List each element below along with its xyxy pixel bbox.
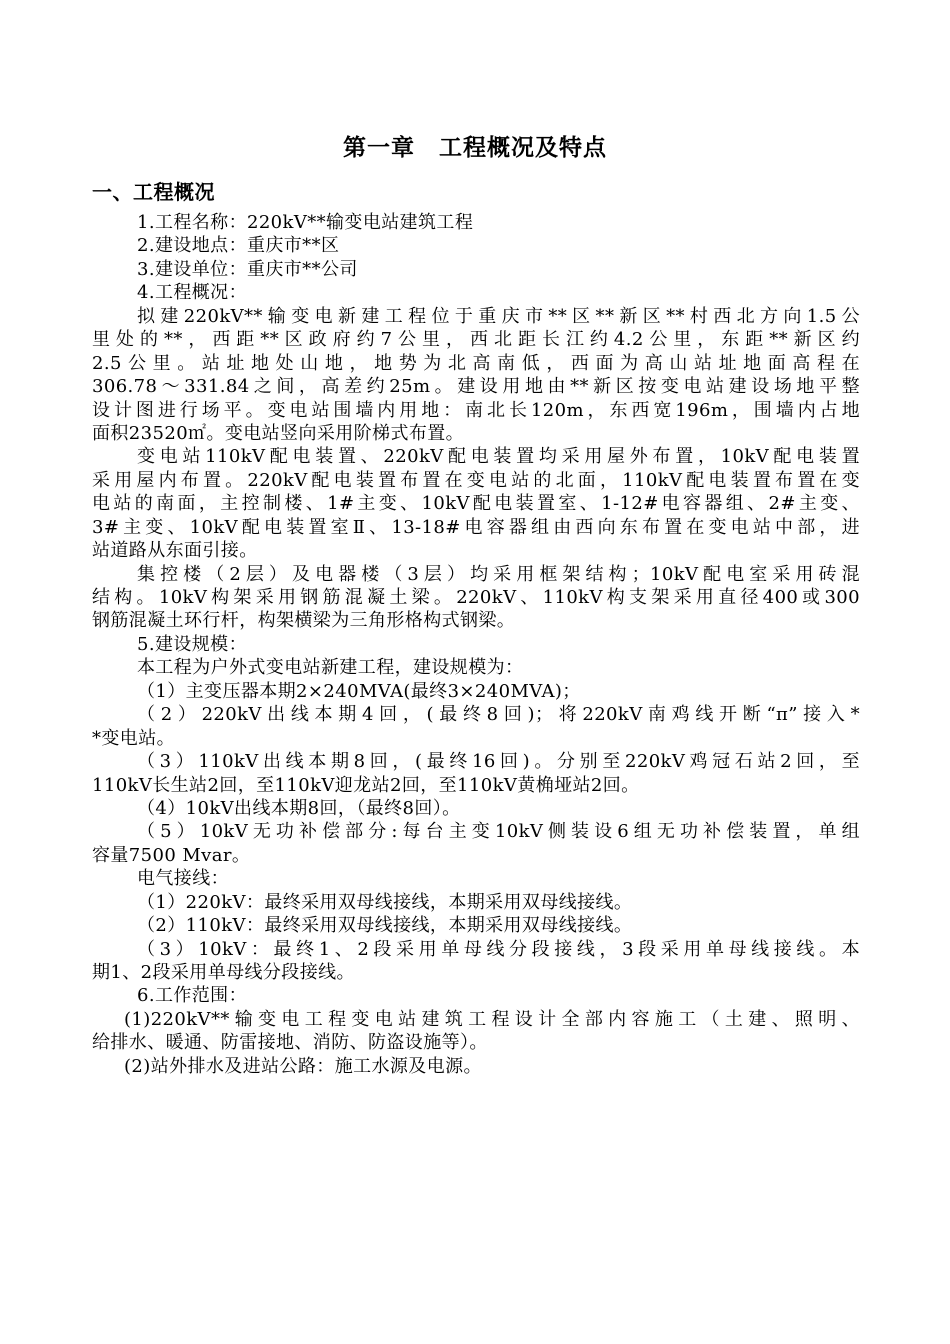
paragraph-line: 给排水、暖通、防雷接地、消防、防盗设施等）。 — [92, 1032, 488, 1054]
paragraph-line: 拟建220kV**输变电新建工程位于重庆市**区**新区**村西北方向1.5公 — [137, 305, 860, 327]
paragraph-line: （5）10kV无功补偿部分:每台主变10kV侧装设6组无功补偿装置，单组 — [137, 821, 860, 843]
paragraph-line: 变电站110kV配电装置、220kV配电装置均采用屋外布置，10kV配电装置 — [137, 446, 860, 468]
paragraph-line: *变电站。 — [92, 727, 175, 749]
paragraph-line: （3）10kV：最终1、2段采用单母线分段接线，3段采用单母线接线。本 — [137, 938, 860, 960]
paragraph-line: 110kV长生站2回，至110kV迎龙站2回，至110kV黄桷垭站2回。 — [92, 774, 640, 796]
body-text — [92, 211, 860, 1078]
paragraph-line: （1）220kV：最终采用双母线接线，本期采用双母线接线。 — [137, 891, 633, 913]
paragraph-line: （2）110kV：最终采用双母线接线，本期采用双母线接线。 — [137, 915, 633, 937]
paragraph-line: （2）220kV出线本期4回，(最终8回)；将220kV南鸡线开断“π”接入* — [137, 704, 860, 726]
paragraph-line: 306.78～331.84之间，高差约25m。建设用地由**新区按变电站建设场地平整 — [92, 376, 860, 398]
paragraph-line: 容量7500 Mvar。 — [92, 844, 251, 866]
paragraph-line: 电站的南面，主控制楼、1#主变、10kV配电装置室、1-12#电容器组、2#主变、 — [92, 493, 860, 515]
paragraph-line: 2.5公里。站址地处山地，地势为北高南低，西面为高山站址地面高程在 — [92, 352, 860, 374]
chapter-title: 第一章 工程概况及特点 — [343, 135, 607, 161]
paragraph-line: 集控楼（2层）及电器楼（3层）均采用框架结构；10kV配电室采用砖混 — [137, 563, 860, 585]
paragraph-line: 面积23520㎡。变电站竖向采用阶梯式布置。 — [92, 422, 465, 444]
paragraph-line: （3）110kV出线本期8回，(最终16回)。分别至220kV鸡冠石站2回，至 — [137, 751, 860, 773]
paragraph-line: 采用屋内布置。220kV配电装置布置在变电站的北面，110kV配电装置布置在变 — [92, 469, 860, 491]
paragraph-line: 3#主变、10kV配电装置室Ⅱ、13-18#电容器组由西向东布置在变电站中部，进 — [92, 516, 860, 538]
paragraph-line: 6.工作范围： — [137, 985, 247, 1007]
paragraph-line: （4）10kV出线本期8回，（最终8回）。 — [137, 797, 461, 819]
paragraph-line: 设计图进行场平。变电站围墙内用地：南北长120m，东西宽196m，围墙内占地 — [92, 399, 860, 421]
paragraph-line: (2)站外排水及进站公路：施工水源及电源。 — [124, 1055, 482, 1077]
paragraph-line: 本工程为户外式变电站新建工程，建设规模为： — [137, 657, 524, 679]
paragraph-line: 里处的**，西距**区政府约7公里，西北距长江约4.2公里，东距**新区约 — [92, 329, 860, 351]
paragraph-line: 2.建设地点：重庆市**区 — [137, 235, 340, 257]
paragraph-line: 站道路从东面引接。 — [92, 540, 258, 562]
paragraph-line: 电气接线： — [137, 868, 229, 890]
paragraph-line: 1.工程名称：220kV**输变电站建筑工程 — [137, 212, 474, 233]
paragraph-line: 期1、2段采用单母线分段接线。 — [92, 962, 355, 983]
paragraph-line: 5.建设规模： — [137, 633, 247, 655]
paragraph-line: 4.工程概况： — [137, 282, 247, 304]
paragraph-line: 钢筋混凝土环行杆，构架横梁为三角形格构式钢梁。 — [92, 610, 516, 632]
paragraph-line: (1)220kV**输变电工程变电站建筑工程设计全部内容施工（土建、照明、 — [124, 1008, 860, 1030]
paragraph-line: （1）主变压器本期2×240MVA(最终3×240MVA)； — [137, 680, 581, 702]
paragraph-line: 3.建设单位：重庆市**公司 — [137, 258, 358, 280]
section-title: 一、工程概况 — [92, 180, 215, 204]
paragraph-line: 结构。10kV构架采用钢筋混凝土梁。220kV、110kV构支架采用直径400或300 — [92, 587, 860, 608]
